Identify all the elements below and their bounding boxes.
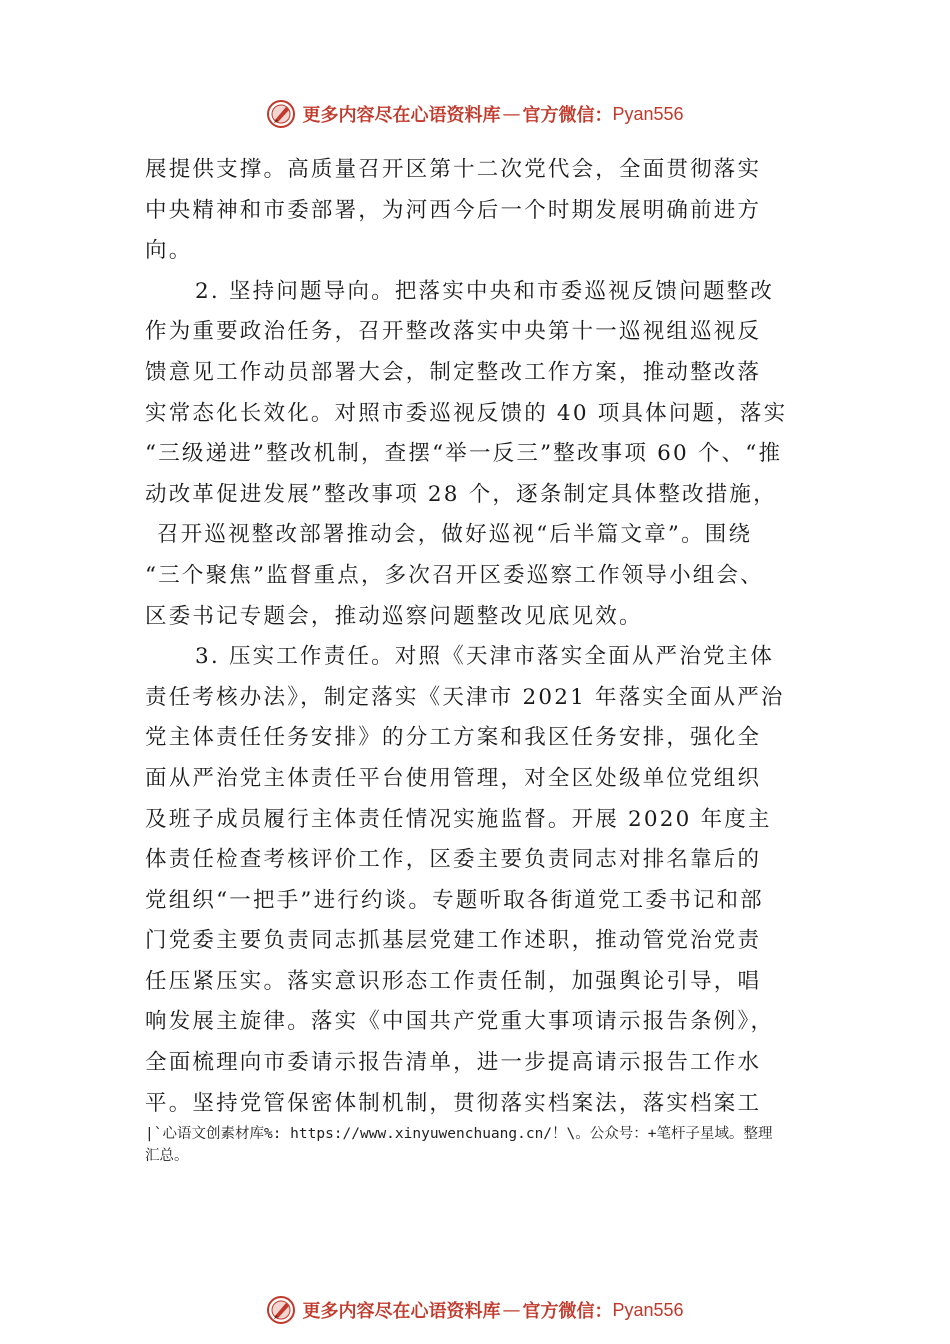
source-footnote (145, 1123, 845, 1167)
body-line: 作为重要政治任务，召开整改落实中央第十一巡视组巡视反 (145, 319, 762, 345)
body-line: 向。 (145, 238, 193, 264)
body-line: 区委书记专题会，推动巡察问题整改见底见效。 (145, 603, 643, 629)
footer-banner (0, 1290, 950, 1330)
banner-separator: — (502, 1299, 521, 1321)
document-body (145, 150, 815, 1124)
banner-brand: 更多内容尽在心语资料库 (302, 105, 501, 126)
body-line: 馈意见工作动员部署大会，制定整改工作方案，推动整改落 (145, 359, 762, 385)
banner-wechat-id: Pyan556 (612, 103, 684, 124)
pen-seal-icon (266, 99, 296, 129)
body-line: 任压紧压实。落实意识形态工作责任制，加强舆论引导，唱 (145, 968, 762, 994)
body-line: 平。坚持党管保密体制机制，贯彻落实档案法，落实档案工 (145, 1090, 762, 1116)
banner-wechat-label: 官方微信： (522, 105, 613, 126)
body-line: 及班子成员履行主体责任情况实施监督。开展 2020 年度主 (145, 806, 772, 832)
banner-brand: 更多内容尽在心语资料库 (302, 1301, 501, 1322)
footnote-line-2: 汇总。 (145, 1148, 189, 1164)
body-line: 全面梳理向市委请示报告清单，进一步提高请示报告工作水 (145, 1050, 762, 1076)
body-line: 响发展主旋律。落实《中国共产党重大事项请示报告条例》， (145, 1009, 775, 1035)
banner-wechat-label: 官方微信： (522, 1301, 613, 1322)
body-line: 责任考核办法》，制定落实《天津市 2021 年落实全面从严治 (145, 684, 785, 710)
body-line: 展提供支撑。高质量召开区第十二次党代会，全面贯彻落实 (145, 157, 762, 182)
body-line: 3. 压实工作责任。对照《天津市落实全面从严治党主体 (195, 644, 775, 670)
banner-separator: — (502, 103, 521, 125)
header-banner (0, 94, 950, 134)
body-line: 2. 坚持问题导向。把落实中央和市委巡视反馈问题整改 (195, 278, 775, 304)
footnote-line-1: |`心语文创素材库%: https://www.xinyuwenchuang.cn/！\。公众号：+笔杆子星域。整理 (145, 1126, 773, 1142)
body-line: 实常态化长效化。对照市委巡视反馈的 40 项具体问题，落实 (145, 400, 788, 426)
body-line: “三级递进”整改机制，查摆“举一反三”整改事项 60 个、“推 (145, 441, 783, 467)
body-line: 党主体责任任务安排》的分工方案和我区任务安排，强化全 (145, 725, 762, 751)
body-line: 党组织“一把手”进行约谈。专题听取各街道党工委书记和部 (145, 887, 764, 913)
body-line: 体责任检查考核评价工作，区委主要负责同志对排名靠后的 (145, 847, 762, 873)
banner-wechat-id: Pyan556 (612, 1299, 684, 1320)
pen-seal-icon (266, 1295, 296, 1325)
body-line: 召开巡视整改部署推动会，做好巡视“后半篇文章”。围绕 (157, 522, 753, 548)
body-line: 门党委主要负责同志抓基层党建工作述职，推动管党治党责 (145, 928, 762, 954)
body-line: 动改革促进发展”整改事项 28 个，逐条制定具体整改措施， (145, 481, 777, 507)
body-line: 面从严治党主体责任平台使用管理，对全区处级单位党组织 (145, 765, 762, 791)
body-line: 中央精神和市委部署，为河西今后一个时期发展明确前进方 (145, 197, 762, 223)
body-line: “三个聚焦”监督重点，多次召开区委巡察工作领导小组会、 (145, 562, 764, 588)
